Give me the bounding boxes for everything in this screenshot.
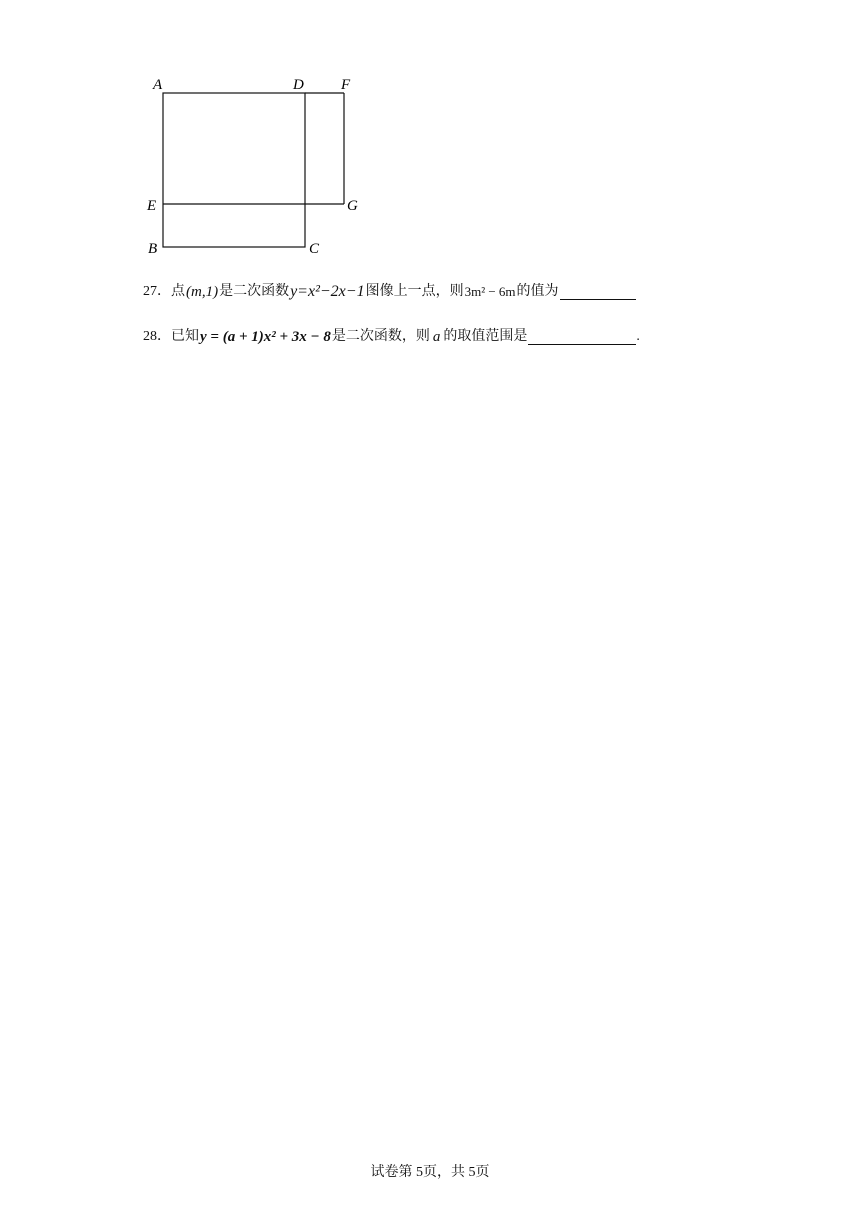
question-27 [143, 282, 636, 302]
question-28 [143, 327, 640, 347]
label-c: C [309, 241, 320, 257]
answer-blank[interactable] [560, 285, 636, 300]
rectangle-abcd [163, 93, 305, 247]
label-a: A [153, 77, 163, 93]
question-text: 点 [171, 284, 185, 299]
math-variable: a [432, 329, 441, 345]
math-point: (m,1) [186, 284, 219, 300]
question-text: 是二次函数 [219, 284, 290, 299]
question-text: 的取值范围是 [443, 329, 528, 344]
question-text: . [636, 329, 640, 344]
question-text: 已知 [171, 329, 199, 344]
math-function: y = (a + 1)x² + 3x − 8 [200, 329, 331, 345]
page-footer: 试卷第 5页，共 5页 [370, 1165, 490, 1180]
label-b: B [148, 241, 158, 257]
question-text: 是二次函数，则 [331, 329, 430, 344]
question-number: 28． [143, 329, 171, 344]
rectangle-diagram [140, 72, 380, 262]
label-f: F [341, 77, 351, 93]
label-e: E [147, 198, 157, 214]
math-expression: 3m² − 6m [464, 284, 516, 299]
question-text: 图像上一点，则 [365, 284, 464, 299]
question-number: 27． [143, 284, 171, 299]
label-g: G [347, 198, 358, 214]
math-function: y=x²−2x−1 [290, 283, 365, 300]
answer-blank[interactable] [528, 330, 636, 345]
question-text: 的值为 [516, 284, 559, 299]
geometry-figure [140, 72, 380, 267]
label-d: D [293, 77, 304, 93]
